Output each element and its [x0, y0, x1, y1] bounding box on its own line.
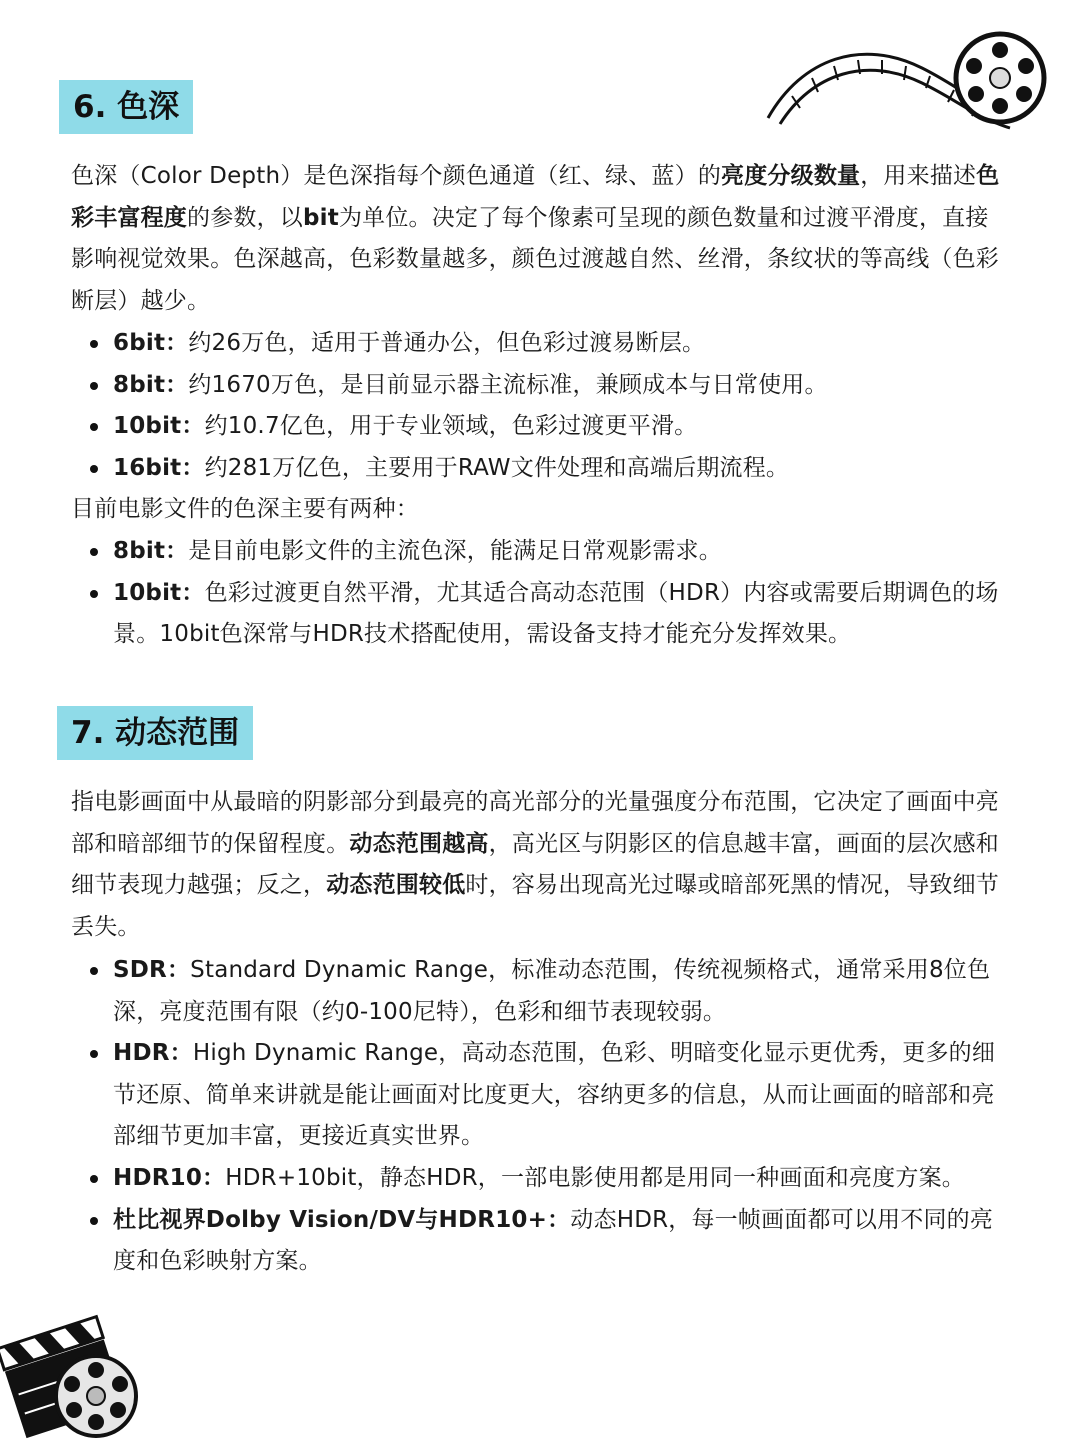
- list-item: HDR：High Dynamic Range，高动态范围，色彩、明暗变化显示更优秀，更多的细节还原、简单来讲就是能让画面对比度更大，容纳更多的信息，从而让画面的暗部和亮部细节更加丰富，更接近真实世界。: [71, 1033, 1006, 1158]
- list-item: 10bit：色彩过渡更自然平滑，尤其适合高动态范围（HDR）内容或需要后期调色的场景。10bit色深常与HDR技术搭配使用，需设备支持才能充分发挥效果。: [71, 573, 1006, 656]
- list-item: 杜比视界Dolby Vision/DV与HDR10+：动态HDR，每一帧画面都可以用不同的亮度和色彩映射方案。: [71, 1200, 1006, 1283]
- section7-intro: 指电影画面中从最暗的阴影部分到最亮的高光部分的光量强度分布范围，它决定了画面中亮部和暗部细节的保留程度。动态范围越高，高光区与阴影区的信息越丰富，画面的层次感和细节表现力越强；反之，动态范围较低时，容易出现高光过曝或暗部死黑的情况，导致细节丢失。: [71, 789, 1000, 940]
- bit-depth-list: [71, 323, 1006, 489]
- list-item: 6bit：约26万色，适用于普通办公，但色彩过渡易断层。: [71, 323, 1006, 365]
- list-item: 8bit：约1670万色，是目前显示器主流标准，兼顾成本与日常使用。: [71, 365, 1006, 407]
- list-item: HDR10：HDR+10bit，静态HDR，一部电影使用都是用同一种画面和亮度方案。: [71, 1158, 1006, 1200]
- section6-title: 6. 色深: [59, 80, 193, 134]
- movie-depth-list: [71, 531, 1006, 656]
- section7-title: 7. 动态范围: [57, 706, 253, 760]
- clapperboard-icon: [0, 1300, 150, 1444]
- dynamic-range-list: [71, 950, 1006, 1283]
- list-item: 8bit：是目前电影文件的主流色深，能满足日常观影需求。: [71, 531, 1006, 573]
- list-item: SDR：Standard Dynamic Range，标准动态范围，传统视频格式，通常采用8位色深，亮度范围有限（约0-100尼特），色彩和细节表现较弱。: [71, 950, 1006, 1033]
- list-item: 10bit：约10.7亿色，用于专业领域，色彩过渡更平滑。: [71, 406, 1006, 448]
- list-item: 16bit：约281万亿色，主要用于RAW文件处理和高端后期流程。: [71, 448, 1006, 490]
- film-reel-icon: [762, 28, 1052, 138]
- movie-depth-intro: 目前电影文件的色深主要有两种：: [71, 496, 419, 522]
- section6-intro: 色深（Color Depth）是色深指每个颜色通道（红、绿、蓝）的亮度分级数量，用来描述色彩丰富程度的参数，以bit为单位。决定了每个像素可呈现的颜色数量和过渡平滑度，直接影响视觉效果。色深越高，色彩数量越多，颜色过渡越自然、丝滑，条纹状的等高线（色彩断层）越少。: [71, 163, 1000, 314]
